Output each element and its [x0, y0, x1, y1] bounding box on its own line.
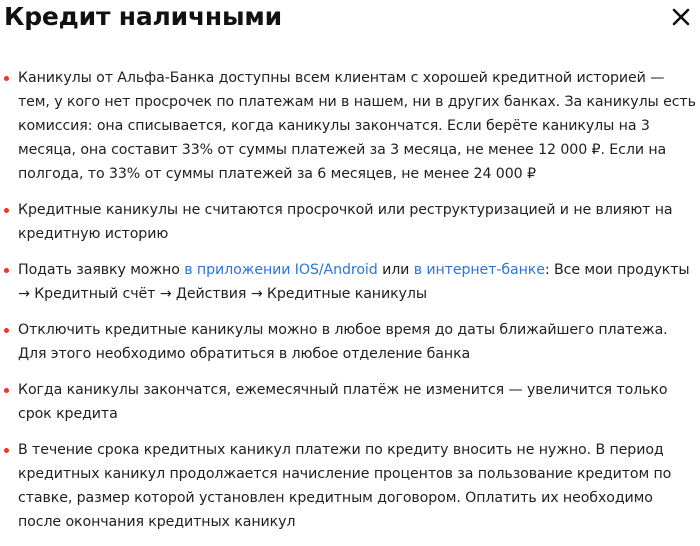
page-title: Кредит наличными [4, 2, 282, 31]
internet-bank-link[interactable]: в интернет-банке [413, 262, 545, 278]
list-item [0, 438, 698, 534]
list-item [0, 258, 698, 306]
bullet-dot [4, 388, 9, 393]
bullet-dot [4, 76, 9, 81]
app-link[interactable]: в приложении IOS/Android [184, 262, 378, 278]
info-list [0, 66, 698, 546]
list-item [0, 66, 698, 186]
list-item-text: Каникулы от Альфа-Банка доступны всем клиентам с хорошей кредитной историей — тем, у кого нет просрочек по платежам ни в нашем, ни в других банках. За каникулы есть комиссия: она списывается, когда каникулы закончатся. Если берёте каникулы на 3 месяца, она составит 33% от суммы платежей за 3 месяца, не менее 12 000 ₽. Если на полгода, то 33% от суммы платежей за 6 месяцев, не менее 24 000 ₽ [18, 70, 696, 182]
list-item [0, 198, 698, 246]
text-before-link: Подать заявку можно [18, 262, 185, 278]
list-item-text [18, 258, 698, 306]
list-item [0, 318, 698, 366]
bullet-dot [4, 208, 9, 213]
modal-header [0, 0, 700, 40]
list-item-text: Когда каникулы закончатся, ежемесячный платёж не изменится — увеличится только срок кредита [18, 382, 668, 422]
list-item-text: Кредитные каникулы не считаются просрочкой или реструктуризацией и не влияют на кредитную историю [18, 202, 673, 242]
list-item-text: Отключить кредитные каникулы можно в любое время до даты ближайшего платежа. Для этого необходимо обратиться в любое отделение банка [18, 322, 668, 362]
bullet-dot [4, 448, 9, 453]
bullet-dot [4, 268, 9, 273]
text-between-links: или [377, 262, 414, 278]
close-button[interactable] [670, 6, 692, 28]
list-item-text: В течение срока кредитных каникул платежи по кредиту вносить не нужно. В период кредитных каникул продолжается начисление процентов за пользование кредитом по ставке, размер которой установлен кредитным договором. Оплатить их необходимо после окончания кредитных каникул [18, 442, 672, 530]
list-item [0, 378, 698, 426]
bullet-dot [4, 328, 9, 333]
close-icon [670, 6, 692, 28]
text-after-link: : Все мои продукты → Кредитный счёт → Действия → Кредитные каникулы [18, 262, 690, 302]
